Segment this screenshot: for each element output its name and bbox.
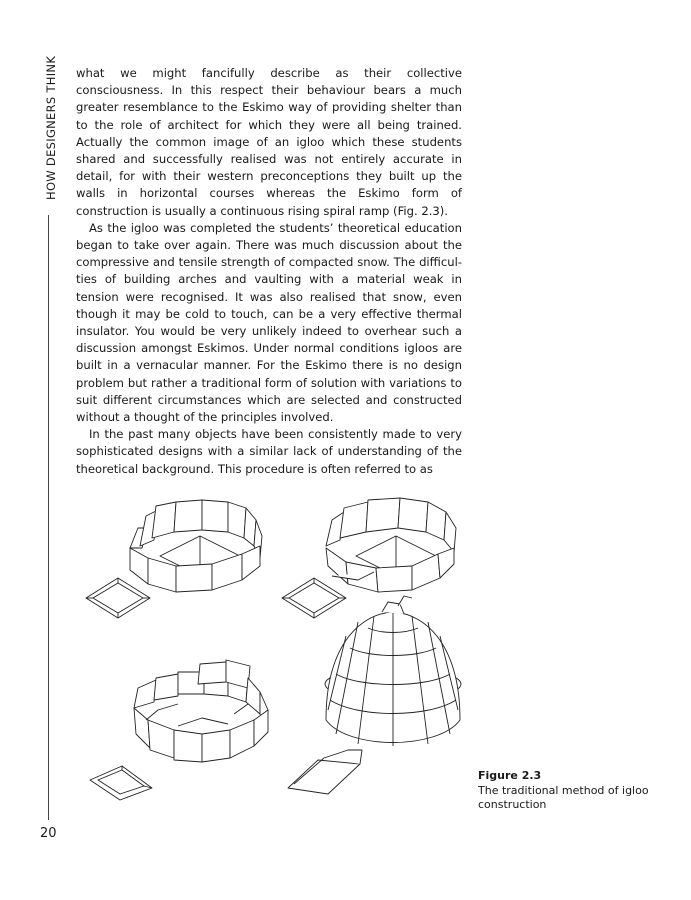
paragraph-2: As the igloo was completed the students’ theoretical education began to take over again. There was much discussion about the compressive and tensile strength of compacted snow. The difficulties of building arches and vaulting with a material weak in tension were recognised. It was also realised that snow, even though it may be cold to touch, can be a very effective thermal insulator. You would be very unlikely indeed to overhear such a discussion amongst Eskimos. Under normal conditions igloos are built in a vernacular manner. For the Eskimo there is no design problem but rather a traditional form of solution with variations to suit different circumstances which are selected and constructed without a thought of the principles involved. [76, 220, 462, 425]
body-text [76, 65, 462, 478]
igloo-stage-1 [86, 500, 262, 618]
side-rule [48, 215, 49, 820]
paragraph-1: what we might fancifully describe as their collective consciousness. In this respect their behaviour bears a much greater resemblance to the Eskimo way of providing shelter than to the role of architect for which they were all being trained. Actually the common image of an igloo which these students shared and successfully realised was not entirely accurate in detail, for with their western preconceptions they built up the walls in horizontal courses whereas the Eskimo form of construction is usually a continuous rising spiral ramp (Fig. 2.3). [76, 66, 462, 218]
figure-caption [478, 769, 658, 813]
running-head: HOW DESIGNERS THINK [44, 55, 58, 200]
paragraph-3: In the past many objects have been consistently made to very sophisticated designs with a similar lack of understanding of the theoretical background. This procedure is often referred to as [76, 427, 462, 476]
igloo-stage-3 [90, 660, 268, 800]
page-number: 20 [40, 826, 57, 841]
figure-label: Figure 2.3 [478, 769, 542, 782]
igloo-stage-4 [288, 596, 461, 794]
figure-caption-text: The traditional method of igloo construction [478, 783, 649, 811]
igloo-stage-2 [282, 498, 456, 618]
igloo-construction-figure [78, 488, 470, 813]
